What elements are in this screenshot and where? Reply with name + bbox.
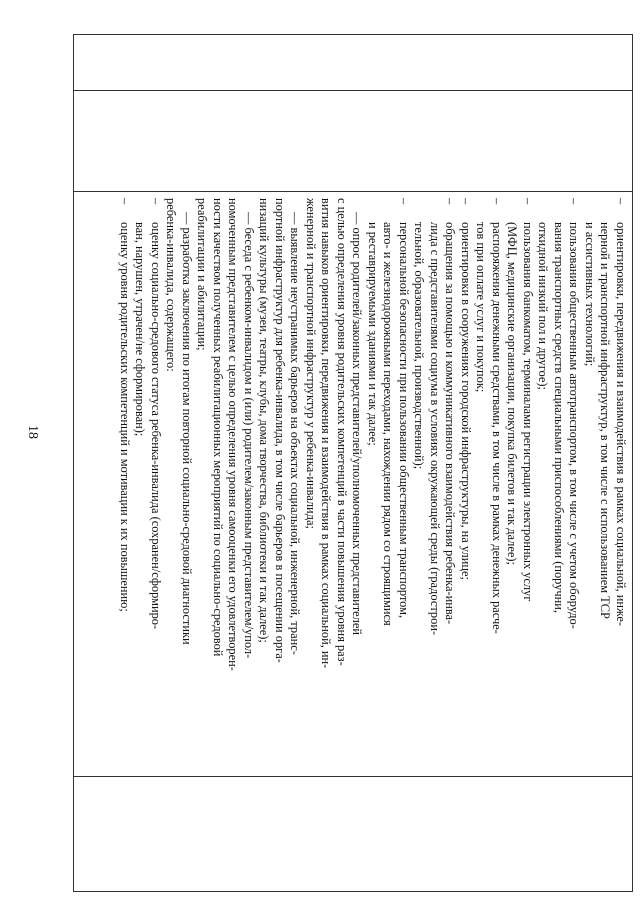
list-item [411, 198, 458, 768]
text-line: оценку социально-средового статуса ребенка-инвалида (сохранен/сформиро- [149, 222, 163, 630]
text-line: и реставрируемыми зданиями и так далее; [366, 222, 380, 446]
text-line: — беседа с ребенком-инвалидом и (или) родителем/законным представителем/упол- [242, 212, 256, 659]
page-number: 18 [25, 425, 40, 439]
text-line: авто- и железнодорожными переходами, нахождении рядом со строящимися [381, 222, 396, 626]
text-line: откидной низкий пол и другое); [536, 222, 551, 390]
text-line: женерной и транспортной инфраструктур у ребенка-инвалида; [304, 198, 318, 529]
list-item-text [458, 222, 474, 768]
text-line: ориентировки, передвижения и взаимодействия в рамках социальной, инже- [614, 222, 628, 627]
table-cell-content [74, 192, 633, 777]
list-dash: – [459, 198, 473, 205]
table-cell-empty [74, 91, 633, 192]
list-dash: – [521, 198, 535, 205]
list-dash: – [149, 198, 163, 205]
list-item [117, 198, 133, 768]
paragraph [256, 198, 303, 768]
list-item [535, 198, 582, 768]
list-item-text [504, 222, 535, 768]
document-table [73, 34, 633, 892]
list-dash: – [118, 198, 132, 205]
text-line: (МФЦ, медицинские организации, покупка билетов и так далее); [505, 222, 520, 565]
list-item [504, 198, 535, 768]
text-line: пользования общественным автотранспортом, в том числе с учетом оборудо- [567, 222, 582, 629]
table-cell-empty [74, 777, 633, 892]
list-item-text [132, 222, 163, 768]
text-line: низаций культуры (музеи, театры, клубы, дома творчества, библиотеки и так далее); [257, 198, 272, 643]
list-item [458, 198, 474, 768]
text-line: ребенка-инвалида, содержащего: [164, 198, 179, 372]
list-item-text [582, 222, 629, 768]
text-line: с целью определения уровня родительских компетенций в части повышения уровня раз- [335, 198, 349, 666]
paragraph [303, 198, 365, 768]
list-item [473, 198, 504, 768]
text-line: пользования банкоматом, терминалами регистрации электронных услуг [521, 222, 535, 602]
text-line: персональной безопасности при пользовании общественным транспортом, [397, 222, 411, 619]
text-line: ориентировки в сооружениях городской инфраструктуры, на улице; [459, 222, 473, 580]
list-item [365, 198, 412, 768]
text-line: лида с представителями социума в условиях окружающей среды (градострои- [428, 222, 442, 636]
list-item-text [365, 222, 412, 768]
text-line: ван, нарушен, утрачен/не сформирован); [133, 222, 148, 437]
list-dash: – [397, 198, 411, 205]
text-line: тов при оплате услуг и покупок; [474, 222, 489, 393]
text-line: портной инфраструктур для ребенка-инвалида, в том числе барьеров в посещении орга- [273, 198, 287, 663]
text-line: вания транспортных средств специальными приспособлениями (поручни, [552, 222, 566, 613]
text-line: вития навыков ориентировки, передвижения и взаимодействия в рамках социальной, ин- [319, 198, 334, 669]
text-line: — разработка заключения по итогам повторной социально-средовой диагностики [180, 212, 194, 645]
list-dash: – [490, 198, 504, 205]
list-item-text [535, 222, 582, 768]
text-line: распоряжения денежными средствами, в том числе в рамках денежных расче- [490, 222, 504, 634]
list-item [132, 198, 163, 768]
text-line: номоченным представителем с целью определения уровня самооценки его удовлетворен- [226, 198, 241, 671]
text-line: нерной и транспортной инфраструктур, в том числе с использованием ТСР [598, 222, 613, 619]
text-line: реабилитации и абилитации; [195, 198, 210, 351]
text-line: и ассистивных технологий; [583, 222, 597, 367]
table-row [74, 35, 633, 892]
paragraph [163, 198, 194, 768]
list-item [582, 198, 629, 768]
text-line: ности качеством полученных реабилитационных мероприятий по социально-средовой [211, 198, 225, 657]
text-line: — опрос родителей/законных представителей/уполномоченных представителей [350, 212, 365, 635]
text-line: оценку уровня родительских компетенций и мотивации к их повышению; [118, 222, 132, 612]
list-item-text [117, 222, 133, 768]
list-dash: – [614, 198, 628, 205]
content-text [117, 198, 629, 768]
table-cell-empty [74, 35, 633, 91]
text-line: — выявление неустранимых барьеров на объектах социальной, инженерной, транс- [288, 212, 303, 655]
list-item-text [473, 222, 504, 768]
paragraph [194, 198, 256, 768]
text-line: обращения за помощью и коммуникативного взаимодействия ребенка-инва- [443, 222, 458, 625]
list-item-text [411, 222, 458, 768]
list-dash: – [567, 198, 582, 205]
text-line: тельной, образовательной, производственной); [412, 222, 427, 470]
rotated-table-wrapper [73, 34, 633, 873]
list-dash: – [443, 198, 458, 205]
